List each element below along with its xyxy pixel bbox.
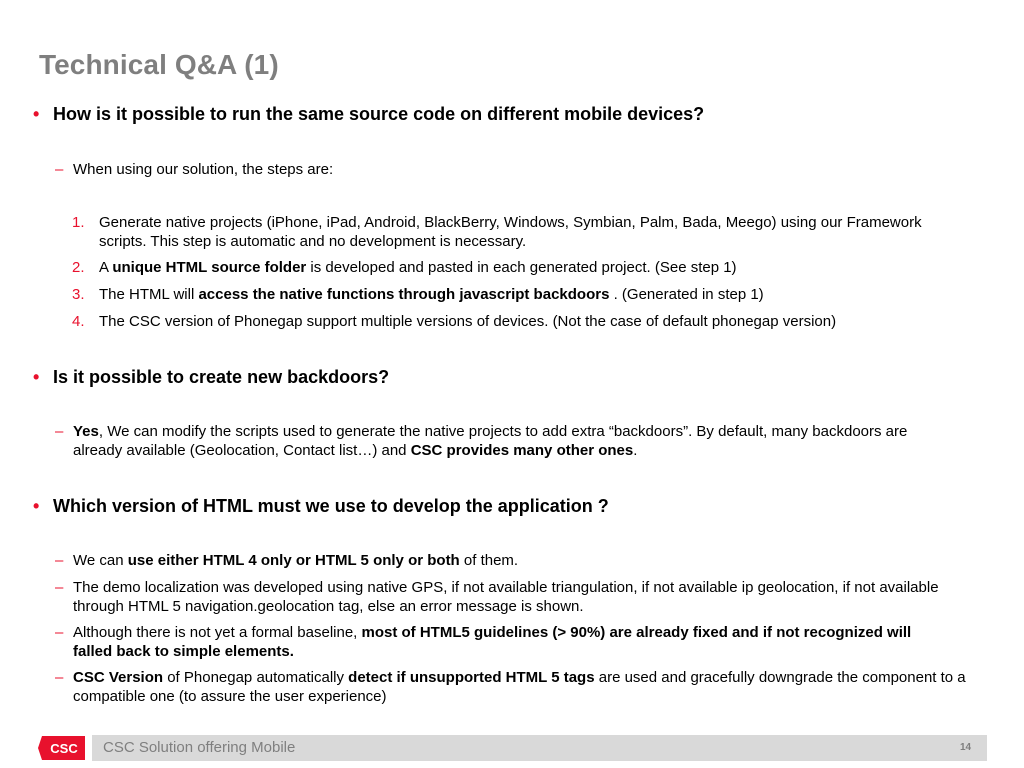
q3-answer-3-text: Although there is not yet a formal baseline, most of HTML5 guidelines (> 90%) are already fixed and if not recognized will falled back to simple elements. [73,624,912,660]
step-2 [72,258,972,277]
dash: – [55,669,64,686]
q2-answer-text: Yes, We can modify the scripts used to generate the native projects to add extra “backdoors”. By default, many backdoors are already available (Geolocation, Contact list…) and CSC provides many other ones. [73,423,908,459]
step-text: The CSC version of Phonegap support multiple versions of devices. (Not the case of default phonegap version) [99,313,837,330]
q3-answer-1 [55,551,970,570]
step-1 [72,213,972,251]
bullet: • [33,367,40,387]
svg-text:CSC: CSC [50,741,78,756]
q3-answer-4 [55,668,970,706]
step-text: The HTML will access the native functions through javascript backdoors . (Generated in step 1) [99,286,764,303]
step-number: 1. [72,214,85,231]
footer-text: CSC Solution offering Mobile [103,739,296,756]
question-3-text: Which version of HTML must we use to develop the application ? [53,496,609,516]
dash: – [55,579,64,596]
q3-answer-2-text: The demo localization was developed using native GPS, if not available triangulation, if not available ip geolocation, if not available through HTML 5 navigation.geolocation tag, else an error message is shown. [73,579,939,615]
step-text: Generate native projects (iPhone, iPad, Android, BlackBerry, Windows, Symbian, Palm, Bada, Meego) using our Framework scripts. This step is automatic and no development is necessary. [99,214,922,250]
step-emphasis: unique HTML source folder [112,259,307,276]
question-1-text: How is it possible to run the same source code on different mobile devices? [53,104,705,124]
step-number: 3. [72,286,85,303]
question-2-text: Is it possible to create new backdoors? [53,367,390,387]
q3-answer-2 [55,578,960,616]
csc-logo [38,736,85,760]
dash: – [55,552,64,569]
step-number: 4. [72,313,85,330]
page-number: 14 [960,742,972,753]
step-4 [72,312,972,331]
q3-answer-3 [55,623,915,661]
bullet: • [33,496,40,516]
dash: – [55,423,64,440]
step-text: A unique HTML source folder is developed and pasted in each generated project. (See step 1) [99,259,737,276]
dash: – [55,161,64,178]
q3-answer-1-text: We can use either HTML 4 only or HTML 5 only or both of them. [73,552,519,569]
q3-answer-4-text: CSC Version of Phonegap automatically detect if unsupported HTML 5 tags are used and gracefully downgrade the component to a compatible one (to assure the user experience) [73,669,966,705]
step-emphasis: access the native functions through javascript backdoors [198,286,610,303]
q1-sub-text: When using our solution, the steps are: [73,161,334,178]
dash: – [55,624,64,641]
slide-title: Technical Q&A (1) [39,49,279,80]
q2-answer [55,422,935,460]
step-3 [72,285,972,304]
bullet: • [33,104,40,124]
step-number: 2. [72,259,85,276]
q1-sub [55,160,970,179]
